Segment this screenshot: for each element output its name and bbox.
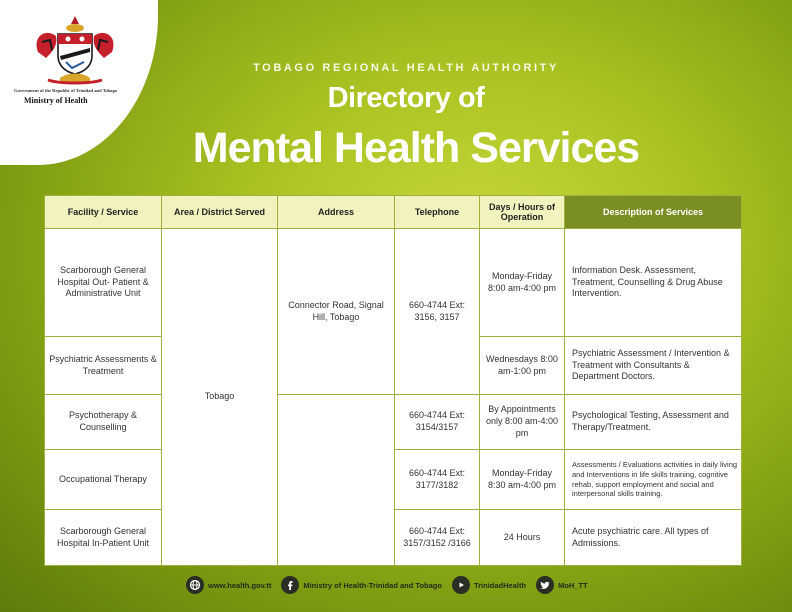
authority-name: TOBAGO REGIONAL HEALTH AUTHORITY [253,62,559,74]
description-cell: Assessments / Evaluations activities in daily living and Interventions in life skills training, cognitive rehab, support employment and social and interpersonal skills training. [565,450,742,510]
column-header-telephone: Telephone [395,196,480,229]
area-cell: Tobago [162,229,278,566]
facility-cell: Scarborough General Hospital In-Patient Unit [45,510,162,566]
table-row [45,229,742,337]
description-cell: Psychological Testing, Assessment and Therapy/Treatment. [565,395,742,450]
hours-cell: By Appointments only 8:00 am-4:00 pm [480,395,565,450]
coat-of-arms-icon [30,12,120,86]
facility-cell: Psychiatric Assessments & Treatment [45,337,162,395]
facility-cell: Scarborough General Hospital Out- Patient & Administrative Unit [45,229,162,337]
hours-cell: Wednesdays 8:00 am-1:00 pm [480,337,565,395]
facility-cell: Psychotherapy & Counselling [45,395,162,450]
address-cell: Connector Road, Signal Hill, Tobago [278,229,395,395]
telephone-cell: 660-4744 Ext: 3177/3182 [395,450,480,510]
column-header-address: Address [278,196,395,229]
table-header-row [45,196,742,229]
hours-cell: Monday-Friday 8:00 am-4:00 pm [480,229,565,337]
column-header-area: Area / District Served [162,196,278,229]
address-cell-empty [278,395,395,566]
telephone-cell: 660-4744 Ext: 3156, 3157 [395,229,480,395]
column-header-facility: Facility / Service [45,196,162,229]
logo-government-text: Government of the Republic of Trinidad and Tobago [14,88,118,93]
footer-youtube-text: TrinidadHealth [473,580,527,590]
footer-website-text: www.health.gov.tt [208,580,272,590]
youtube-icon [452,576,470,594]
description-cell: Psychiatric Assessment / Intervention & Treatment with Consultants & Department Doctors. [565,337,742,395]
table-row [45,395,742,450]
globe-icon [186,576,204,594]
footer-facebook-link[interactable] [281,576,442,594]
facebook-icon [281,576,299,594]
facility-cell: Occupational Therapy [45,450,162,510]
twitter-icon [536,576,554,594]
telephone-cell: 660-4744 Ext: 3157/3152 /3166 [395,510,480,566]
hours-cell: 24 Hours [480,510,565,566]
description-cell: Acute psychiatric care. All types of Admissions. [565,510,742,566]
column-header-hours: Days / Hours of Operation [480,196,565,229]
footer-twitter-link[interactable] [536,576,588,594]
footer-twitter-text: MoH_TT [558,580,588,590]
page-title-line1: Directory of [327,82,485,114]
column-header-description: Description of Services [565,196,742,229]
footer-links [186,574,598,596]
footer-facebook-text: Ministry of Health-Trinidad and Tobago [303,580,442,590]
page-title-line2: Mental Health Services [192,124,640,172]
hours-cell: Monday-Friday 8:30 am-4:00 pm [480,450,565,510]
logo-ministry-text: Ministry of Health [24,96,88,105]
services-table [44,195,742,566]
footer-youtube-link[interactable] [452,576,526,594]
telephone-cell: 660-4744 Ext: 3154/3157 [395,395,480,450]
footer-website-link[interactable] [186,576,271,594]
description-cell: Information Desk. Assessment, Treatment, Counselling & Drug Abuse Intervention. [565,229,742,337]
